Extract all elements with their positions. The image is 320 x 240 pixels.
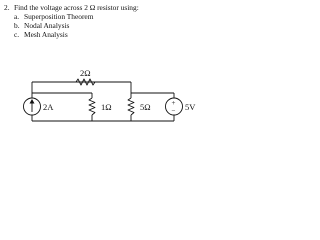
method-label: Nodal Analysis — [24, 21, 70, 30]
middle-resistor-1-ohm — [89, 98, 95, 115]
right-resistor-label: 5Ω — [140, 102, 151, 112]
question-text: Find the voltage across 2 Ω resistor using: — [14, 3, 139, 12]
method-letter: a. — [14, 12, 20, 21]
voltage-source-plus-sign: + — [171, 99, 176, 107]
method-label: Mesh Analysis — [24, 30, 68, 39]
voltage-source-label: 5V — [185, 102, 196, 112]
middle-resistor-label: 1Ω — [101, 102, 112, 112]
right-resistor-5-ohm — [128, 98, 134, 115]
circuit-diagram — [0, 0, 200, 124]
voltage-source-minus-sign: − — [171, 106, 176, 115]
current-source-label: 2A — [43, 102, 54, 112]
method-label: Superposition Theorem — [24, 12, 94, 21]
question-number: 2. — [4, 3, 10, 12]
method-letter: b. — [14, 21, 20, 30]
top-resistor-label: 2Ω — [80, 68, 91, 78]
method-letter: c. — [14, 30, 20, 39]
